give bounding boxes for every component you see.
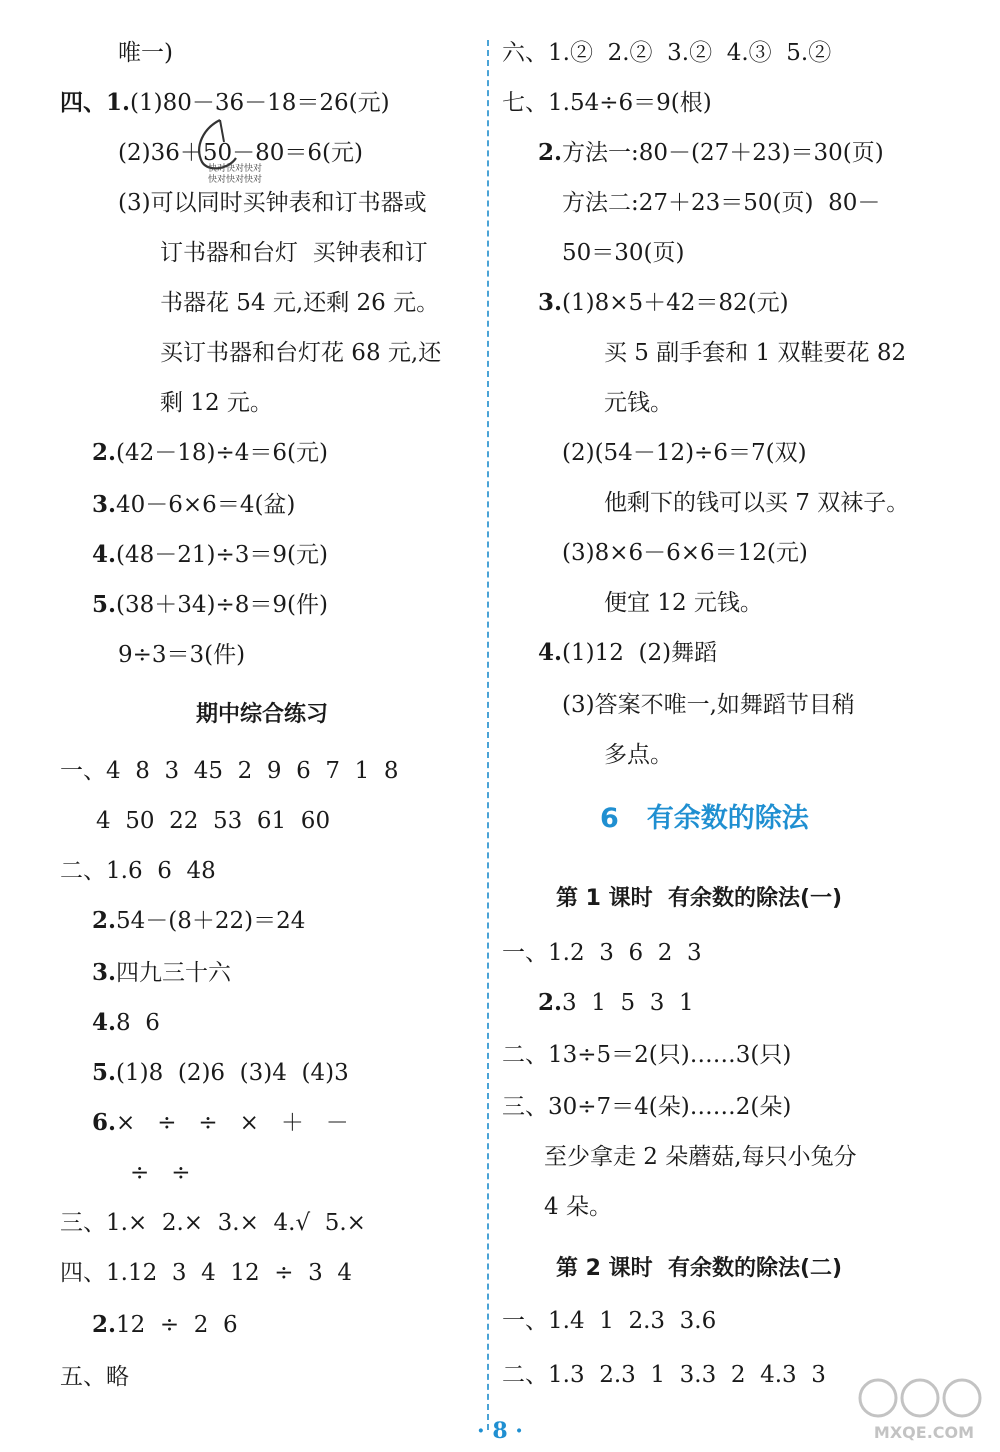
- answer-text: (3)可以同时买钟表和订书器或: [118, 190, 427, 216]
- answer-text: 三、30÷7＝4(朵)……2(朵): [502, 1094, 792, 1120]
- question-number: 4.: [92, 1009, 117, 1036]
- answer-line: [130, 1158, 190, 1188]
- answer-text: × ÷ ÷ × ＋ －: [116, 1110, 349, 1136]
- answer-line: [538, 988, 694, 1018]
- chapter-number: 6: [600, 803, 619, 834]
- answer-text: 一、1.4 1 2.3 3.6: [502, 1308, 717, 1334]
- answer-text: (3)答案不唯一,如舞蹈节目稍: [562, 692, 855, 718]
- answer-text: (1)8 (2)6 (3)4 (4)3: [116, 1060, 349, 1086]
- answer-text: 七、1.54÷6＝9(根): [502, 90, 712, 116]
- answer-text: 二、1.3 2.3 1 3.3 2 4.3 3: [502, 1362, 826, 1388]
- answer-text: 9÷3＝3(件): [118, 642, 246, 668]
- answer-line: [160, 338, 441, 368]
- answer-line: [562, 238, 684, 268]
- answer-line: [562, 538, 808, 568]
- question-number: 4.: [538, 639, 563, 666]
- answer-line: [96, 806, 330, 836]
- answer-text: (38＋34)÷8＝9(件): [116, 592, 328, 618]
- answer-text: (3)8×6－6×6＝12(元): [562, 540, 808, 566]
- chapter-title: 有余数的除法: [646, 803, 809, 834]
- answer-line: [60, 1362, 129, 1392]
- answer-text: 4 朵。: [544, 1194, 612, 1220]
- stamp-text: [208, 164, 262, 186]
- answer-line: [60, 1258, 352, 1288]
- answer-line: [538, 138, 884, 168]
- answer-line: [502, 1306, 716, 1336]
- answer-line: [92, 1108, 349, 1138]
- answer-text: 12 ÷ 2 6: [116, 1312, 238, 1338]
- answer-text: 40－6×6＝4(盆): [116, 492, 296, 518]
- answer-line: [160, 388, 273, 418]
- answer-line: [538, 638, 717, 668]
- answer-line: [92, 1310, 238, 1340]
- answer-line: [604, 338, 906, 368]
- answer-text: (1)80－36－18＝26(元): [130, 90, 390, 116]
- answer-text: (1)12 (2)舞蹈: [562, 640, 718, 666]
- question-number: 2.: [538, 989, 563, 1016]
- stamp-line: 快对快对快对: [208, 164, 263, 174]
- question-number: 5.: [92, 591, 117, 618]
- question-number: 2.: [92, 1311, 117, 1338]
- answer-text: 二、1.6 6 48: [60, 858, 216, 884]
- question-number: 3.: [92, 491, 117, 518]
- answer-text: 方法二:27＋23＝50(页) 80－: [562, 190, 881, 216]
- answer-text: 元钱。: [604, 390, 673, 416]
- answer-text: ÷ ÷: [130, 1160, 191, 1186]
- answer-line: [538, 288, 789, 318]
- question-number: 2.: [92, 907, 117, 934]
- answer-line: [604, 588, 763, 618]
- page-number: · 8 ·: [477, 1418, 523, 1444]
- section-heading: 第 2 课时 有余数的除法(二): [556, 1256, 843, 1281]
- answer-text: 剩 12 元。: [160, 390, 273, 416]
- answer-text: (42－18)÷4＝6(元): [116, 440, 328, 466]
- svg-text:MXQE.COM: MXQE.COM: [873, 1423, 975, 1442]
- answer-text: (2)36＋50－80＝6(元): [118, 140, 363, 166]
- answer-line: [118, 38, 173, 68]
- question-number: 2.: [538, 139, 563, 166]
- answer-text: (1)8×5＋42＝82(元): [562, 290, 789, 316]
- answer-line: [160, 288, 439, 318]
- answer-text: 书器花 54 元,还剩 26 元。: [160, 290, 440, 316]
- answer-line: [502, 88, 712, 118]
- answer-line: [92, 906, 305, 936]
- answer-text: 多点。: [604, 742, 673, 768]
- answer-text: 至少拿走 2 朵蘑菇,每只小兔分: [544, 1144, 857, 1170]
- answer-text: 54－(8＋22)＝24: [116, 908, 306, 934]
- answer-text: 他剩下的钱可以买 7 双袜子。: [604, 490, 910, 516]
- answer-text: 买订书器和台灯花 68 元,还: [160, 340, 442, 366]
- answer-line: [562, 690, 855, 720]
- answer-line: [92, 958, 231, 988]
- answer-line: [502, 1092, 791, 1122]
- answer-text: 六、1.② 2.② 3.② 4.③ 5.②: [502, 40, 832, 66]
- answer-text: 买 5 副手套和 1 双鞋要花 82: [604, 340, 907, 366]
- answer-line: [118, 640, 245, 670]
- answer-line: [604, 388, 673, 418]
- answer-line: [92, 590, 328, 620]
- answer-line: [92, 438, 328, 468]
- column-divider: [487, 40, 489, 1430]
- answer-line: [604, 740, 673, 770]
- answer-line: [544, 1192, 612, 1222]
- question-number: 四、1.: [60, 89, 131, 116]
- question-number: 3.: [538, 289, 563, 316]
- question-number: 6.: [92, 1109, 117, 1136]
- answer-line: [118, 188, 427, 218]
- answer-line: [160, 238, 428, 268]
- answer-text: 唯一): [118, 40, 173, 66]
- question-number: 2.: [92, 439, 117, 466]
- answer-line: [92, 1058, 349, 1088]
- section-heading: 期中综合练习: [196, 702, 329, 727]
- answer-line: [92, 1008, 160, 1038]
- answer-text: 五、略: [60, 1364, 129, 1390]
- question-number: 5.: [92, 1059, 117, 1086]
- chapter-heading: [600, 804, 809, 834]
- answer-text: 四九三十六: [116, 960, 232, 986]
- answer-line: [92, 490, 295, 520]
- answer-text: 3 1 5 3 1: [562, 990, 694, 1016]
- answer-line: [92, 540, 328, 570]
- answer-text: 8 6: [116, 1010, 160, 1036]
- question-number: 3.: [92, 959, 117, 986]
- answer-text: 二、13÷5＝2(只)……3(只): [502, 1042, 792, 1068]
- answer-line: [502, 1360, 826, 1390]
- answer-text: 4 50 22 53 61 60: [96, 808, 331, 834]
- stamp-line: 快对快对快对: [208, 175, 263, 185]
- answer-text: 一、4 8 3 45 2 9 6 7 1 8: [60, 758, 399, 784]
- answer-line: [502, 938, 702, 968]
- question-number: 4.: [92, 541, 117, 568]
- answer-text: 一、1.2 3 6 2 3: [502, 940, 702, 966]
- answer-text: 三、1.× 2.× 3.× 4.√ 5.×: [60, 1210, 366, 1236]
- answer-line: [60, 1208, 366, 1238]
- answer-line: [502, 1040, 791, 1070]
- answer-text: (48－21)÷3＝9(元): [116, 542, 328, 568]
- answer-text: 50＝30(页): [562, 240, 685, 266]
- section-heading: 第 1 课时 有余数的除法(一): [556, 886, 843, 911]
- answer-text: 订书器和台灯 买钟表和订: [160, 240, 428, 266]
- answer-line: [60, 756, 399, 786]
- answer-text: (2)(54－12)÷6＝7(双): [562, 440, 807, 466]
- answer-text: 便宜 12 元钱。: [604, 590, 763, 616]
- answer-text: 方法一:80－(27＋23)＝30(页): [562, 140, 884, 166]
- answer-line: [502, 38, 831, 68]
- answer-line: [604, 488, 909, 518]
- answer-line: [562, 438, 807, 468]
- answer-text: 四、1.12 3 4 12 ÷ 3 4: [60, 1260, 353, 1286]
- answer-line: [562, 188, 880, 218]
- answer-line: [544, 1142, 857, 1172]
- answer-line: [60, 856, 216, 886]
